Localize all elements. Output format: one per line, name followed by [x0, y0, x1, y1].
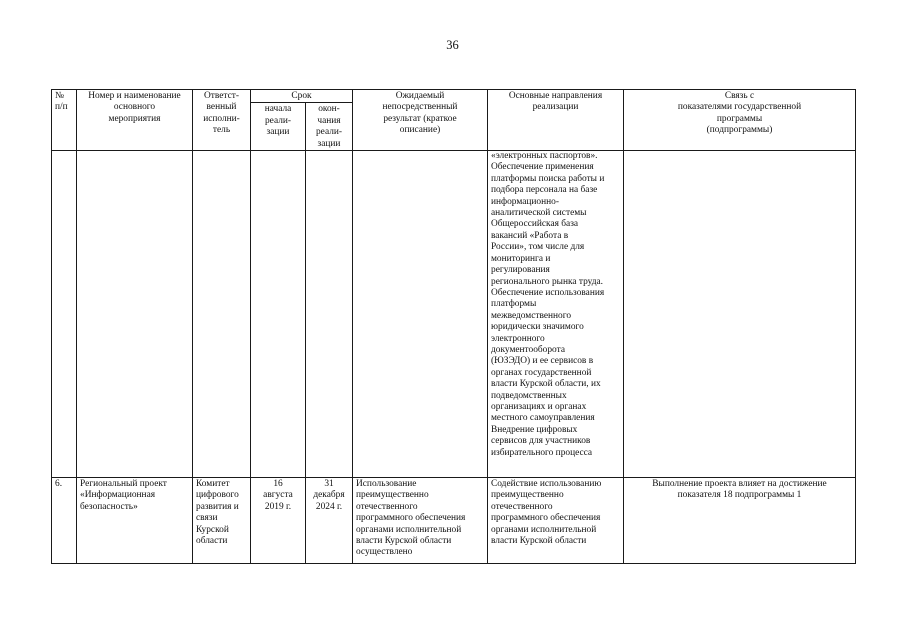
cell-directions: Содействие использованию преимущественно отечественного программного обеспечения органами исполнительной власти Курской области: [488, 478, 624, 564]
header-term: Срок: [251, 90, 353, 103]
header-term-end: окон- чания реали- зации: [306, 103, 353, 151]
header-term-start: начала реали- зации: [251, 103, 306, 151]
header-row: [52, 90, 856, 103]
cell-term-end: [306, 151, 353, 478]
header-result: Ожидаемый непосредственный результат (краткое описание): [353, 90, 488, 151]
cell-term-start: 16 августа 2019 г.: [251, 478, 306, 564]
page-number: 36: [446, 38, 459, 52]
header-link: Связь с показателями государственной программы (подпрограммы): [624, 90, 856, 151]
header-name: Номер и наименование основного мероприятия: [77, 90, 193, 151]
cell-num: 6.: [52, 478, 77, 564]
cell-term-start: [251, 151, 306, 478]
table-row-project-6: [52, 478, 856, 564]
cell-num: [52, 151, 77, 478]
header-num: № п/п: [52, 90, 77, 151]
cell-name: Региональный проект «Информационная безопасность»: [77, 478, 193, 564]
cell-directions: «электронных паспортов». Обеспечение применения платформы поиска работы и подбора персонала на базе информационно- аналитической системы Общероссийская база вакансий «Работа в России», том числе для мониторинга и регулирования регионального рынка труда. Обеспечение использования платформы межведомственного юридически значимого электронного документооборота (ЮЗЭДО) и ее сервисов в органах государственной власти Курской области, их подведомственных организациях и органах местного самоуправления Внедрение цифровых сервисов для участников избирательного процесса: [488, 151, 624, 478]
cell-name: [77, 151, 193, 478]
cell-link: [624, 151, 856, 478]
cell-result: Использование преимущественно отечественного программного обеспечения органами исполнительной власти Курской области осуществлено: [353, 478, 488, 564]
table-row-continuation: [52, 151, 856, 478]
cell-result: [353, 151, 488, 478]
header-directions: Основные направления реализации: [488, 90, 624, 151]
header-executor: Ответст- венный исполни- тель: [193, 90, 251, 151]
program-table: [51, 89, 856, 564]
cell-executor: Комитет цифрового развития и связи Курской области: [193, 478, 251, 564]
cell-executor: [193, 151, 251, 478]
cell-term-end: 31 декабря 2024 г.: [306, 478, 353, 564]
cell-link: Выполнение проекта влияет на достижение показателя 18 подпрограммы 1: [624, 478, 856, 564]
